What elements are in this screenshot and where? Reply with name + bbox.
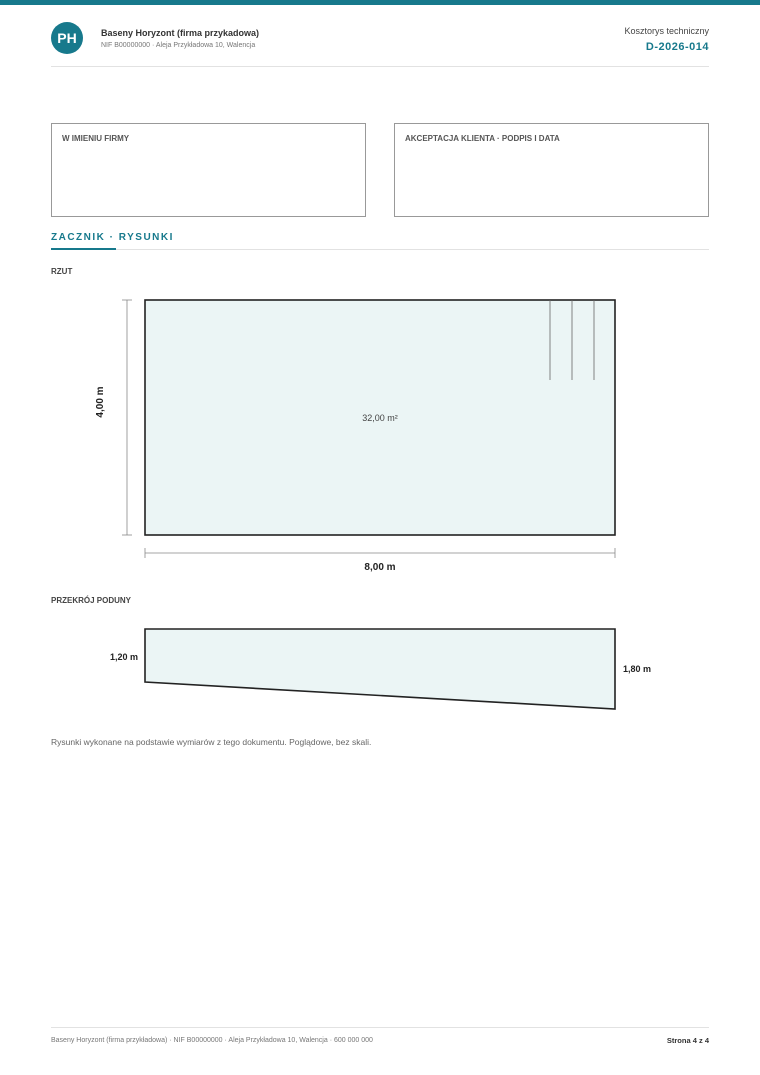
document-number: D-2026-014 [645,41,709,53]
plan-view-label: RZUT [51,267,73,276]
shallow-depth-label: 1,20 m [109,652,138,662]
drawing-note: Rysunki wykonane na podstawie wymiarów z tego dokumentu. Poglądowe, bez skali. [51,737,372,747]
company-name: Baseny Horyzont (firma przykadowa) [101,28,260,38]
company-details: NIF B00000000 · Aleja Przykładowa 10, Walencja [101,42,256,49]
footer-divider [51,1027,709,1028]
section-view-label: PRZEKRÓJ PODUNY [51,596,132,605]
deep-depth-label: 1,80 m [623,664,652,674]
company-signature-label: W IMIENIU FIRMY [62,134,130,143]
attachment-section-title: ZACZNIK · RYSUNKI [51,232,174,243]
pool-area-label: 32,00 m² [362,413,398,423]
page-number: Strona 4 z 4 [666,1036,709,1045]
document-type: Kosztorys techniczny [624,26,709,36]
pool-width-label: 8,00 m [364,562,396,573]
pool-section-outline [145,629,615,709]
footer-company-info: Baseny Horyzont (firma przykładowa) · NIF B00000000 · Aleja Przykładowa 10, Walencja · 600 000 000 [51,1037,373,1044]
client-signature-label: AKCEPTACJA KLIENTA · PODPIS I DATA [405,134,560,143]
company-logo: PH [51,22,83,54]
pool-height-label: 4,00 m [95,386,106,418]
